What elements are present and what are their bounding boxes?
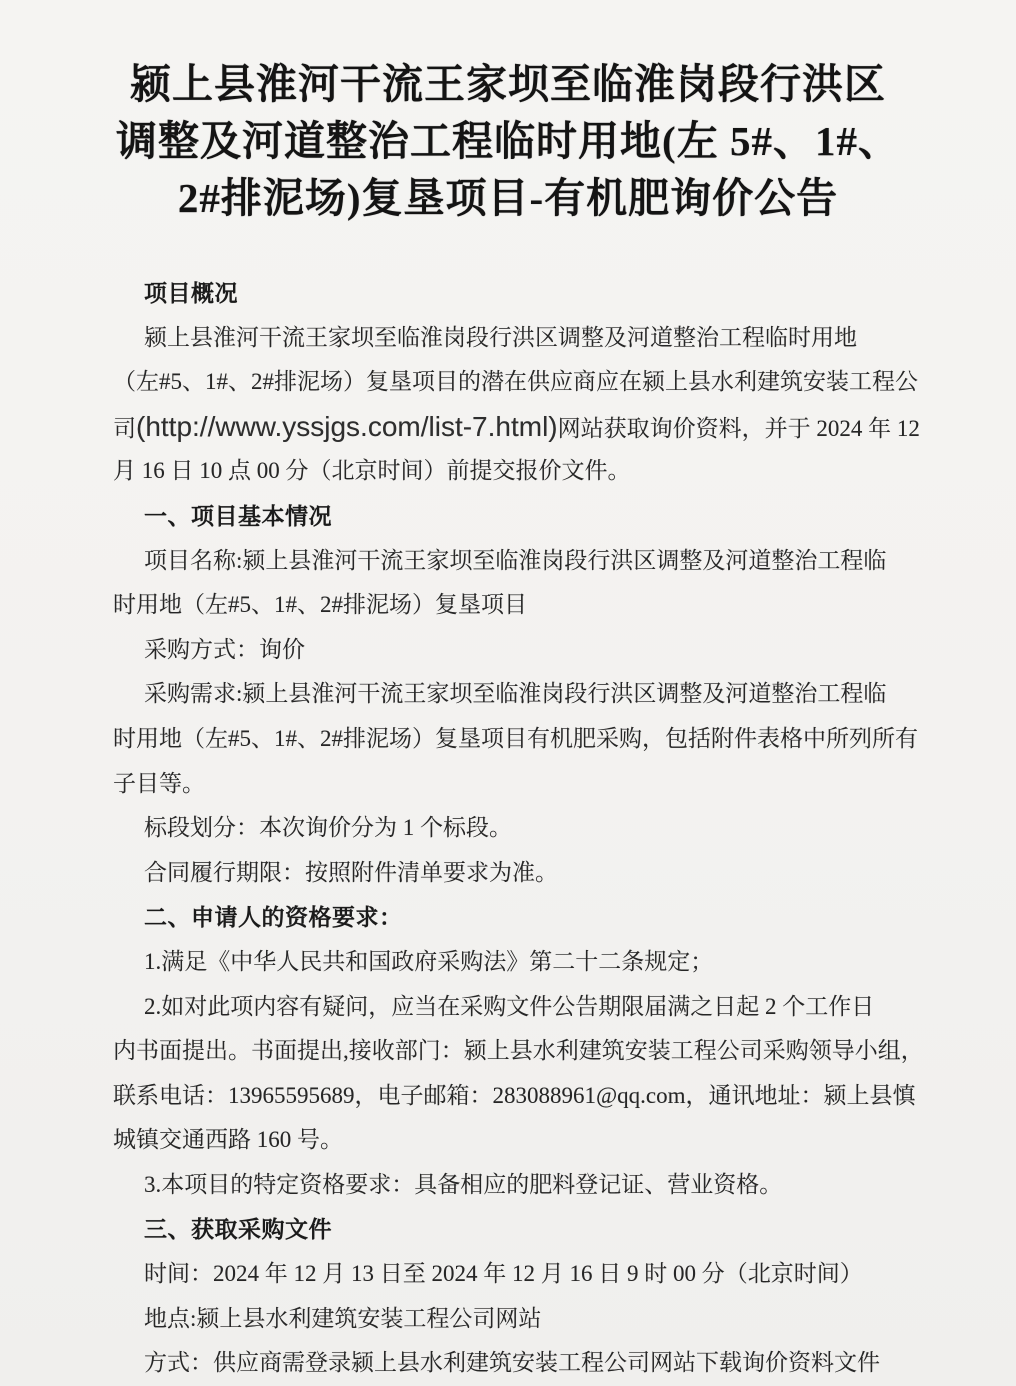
- body-text-line: 颍上县淮河干流王家坝至临淮岗段行洪区调整及河道整治工程临时用地: [144, 324, 857, 350]
- document-title-line: 颍上县淮河干流王家坝至临淮岗段行洪区: [130, 61, 886, 107]
- body-text-line-procurement-demand: 采购需求:颍上县淮河干流王家坝至临淮岗段行洪区调整及河道整治工程临: [144, 681, 887, 707]
- body-text-line-location: 地点:颍上县水利建筑安装工程公司网站: [144, 1305, 542, 1331]
- section-heading-obtain-documents: 三、获取采购文件: [144, 1216, 332, 1243]
- section-heading-project-overview: 项目概况: [144, 280, 238, 306]
- body-text-line-project-name: 项目名称:颍上县淮河干流王家坝至临淮岗段行洪区调整及河道整治工程临: [144, 547, 887, 573]
- body-text-line: 月 16 日 10 点 00 分（北京时间）前提交报价文件。: [113, 458, 631, 484]
- body-text-line: 子目等。: [113, 770, 205, 796]
- body-text-line-address: 城镇交通西路 160 号。: [113, 1127, 343, 1153]
- document-title-line: 调整及河道整治工程临时用地(左 5#、1#、: [116, 118, 900, 164]
- document-title: [78, 0, 938, 227]
- body-text-line: （左#5、1#、2#排泥场）复垦项目的潜在供应商应在颍上县水利建筑安装工程公: [113, 369, 918, 395]
- body-text-line-requirement-1: 1.满足《中华人民共和国政府采购法》第二十二条规定；: [144, 948, 714, 974]
- body-text-line-time: 时间：2024 年 12 月 13 日至 2024 年 12 月 16 日 9 时 00 分（北京时间）: [144, 1261, 863, 1287]
- body-text-line-lot-division: 标段划分：本次询价分为 1 个标段。: [144, 815, 512, 841]
- section-heading-basic-info: 一、项目基本情况: [144, 502, 332, 529]
- body-text-line-requirement-2: 2.如对此项内容有疑问，应当在采购文件公告期限届满之日起 2 个工作日: [144, 993, 875, 1019]
- url-suffix-text: 网站获取询价资料，并于 2024 年 12: [557, 415, 920, 441]
- body-text-line: 时用地（左#5、1#、2#排泥场）复垦项目: [113, 592, 527, 618]
- body-text-line-procurement-method: 采购方式：询价: [144, 636, 305, 662]
- body-text-line-method: 方式：供应商需登录颍上县水利建筑安装工程公司网站下载询价资料文件: [144, 1350, 880, 1376]
- body-text-line: 时用地（左#5、1#、2#排泥场）复垦项目有机肥采购，包括附件表格中所列所有: [113, 725, 918, 751]
- section-heading-applicant-qualifications: 二、申请人的资格要求：: [144, 904, 403, 931]
- body-text-line-requirement-3: 3.本项目的特定资格要求：具备相应的肥料登记证、营业资格。: [144, 1171, 783, 1197]
- body-text-line-contact-info: 联系电话：13965595689，电子邮箱：283088961@qq.com，通讯地址：颍上县慎: [113, 1082, 916, 1108]
- url-prefix-text: 司: [113, 415, 136, 441]
- body-text-line-contract-period: 合同履行期限：按照附件清单要求为准。: [144, 859, 558, 885]
- document-body: [113, 271, 924, 1386]
- body-text-line: 内书面提出。书面提出,接收部门：颍上县水利建筑安装工程公司采购领导小组，: [113, 1038, 924, 1064]
- body-text-line-with-url: [113, 405, 920, 450]
- procurement-website-url: (http://www.yssjgs.com/list-7.html): [136, 410, 558, 442]
- document-title-line: 2#排泥场)复垦项目-有机肥询价公告: [177, 175, 839, 221]
